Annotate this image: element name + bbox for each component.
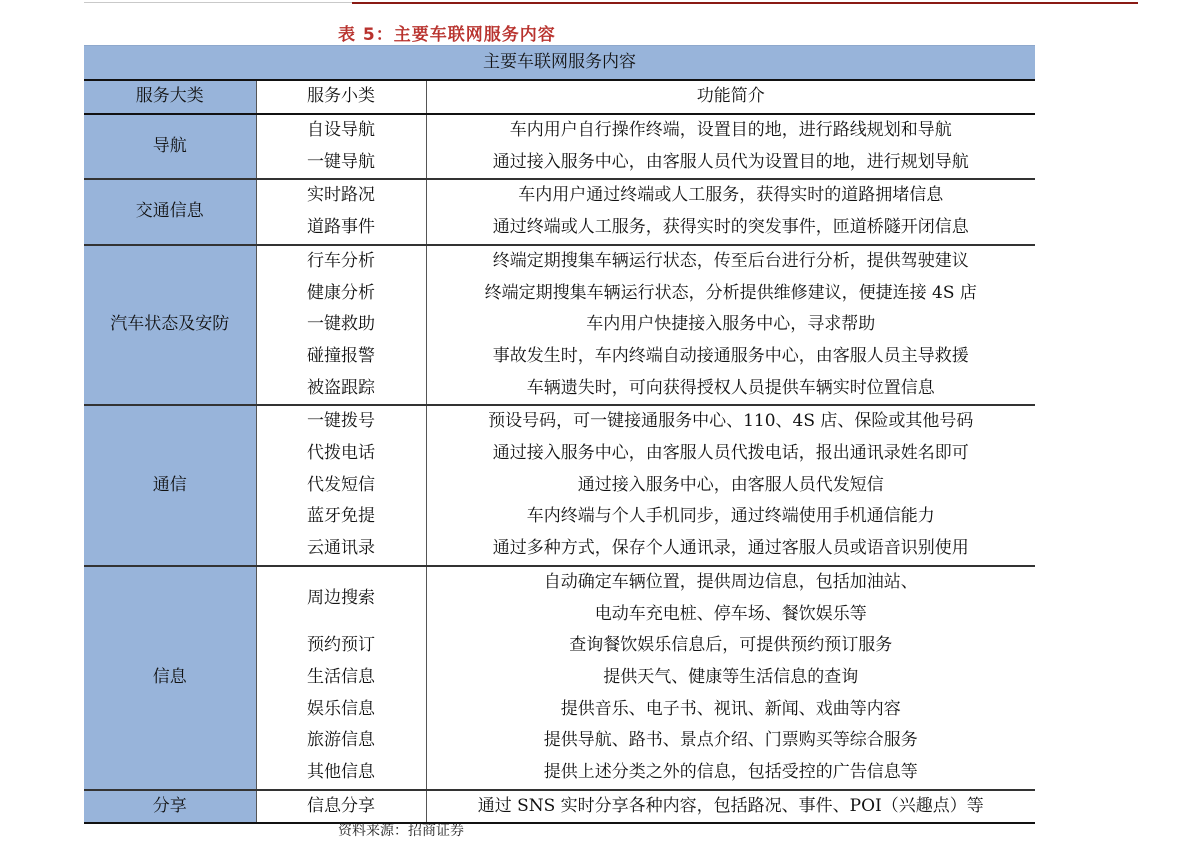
description-cell: 车内用户快捷接入服务中心，寻求帮助 bbox=[586, 314, 876, 335]
category-cell: 导航 bbox=[84, 114, 256, 179]
table-header-row bbox=[84, 80, 1035, 114]
description-cell: 事故发生时，车内终端自动接通服务中心，由客服人员主导救援 bbox=[492, 345, 969, 366]
description-cell: 查询餐饮娱乐信息后，可提供预约预订服务 bbox=[569, 635, 893, 656]
description-cell: 通过终端或人工服务，获得实时的突发事件，匝道桥隧开闭信息 bbox=[492, 217, 969, 238]
category-cell: 信息 bbox=[84, 566, 256, 790]
service-table bbox=[84, 45, 1035, 824]
subcategory-cell: 生活信息 bbox=[256, 662, 426, 694]
description-cell: 预设号码，可一键接通服务中心、110、4S 店、保险或其他号码 bbox=[426, 405, 1035, 438]
description-cell: 通过 SNS 实时分享各种内容，包括路况、事件、POI（兴趣点）等 bbox=[426, 790, 1035, 824]
table-banner-row bbox=[84, 46, 1035, 81]
header-description: 功能简介 bbox=[426, 80, 1035, 114]
table-row bbox=[84, 566, 1035, 599]
header-subcategory: 服务小类 bbox=[256, 80, 426, 114]
description-cell: 通过接入服务中心，由客服人员代发短信 bbox=[577, 474, 884, 495]
table-row bbox=[84, 245, 1035, 278]
subcategory-cell: 碰撞报警 bbox=[256, 341, 426, 373]
subcategory-cell: 道路事件 bbox=[256, 212, 426, 245]
subcategory-cell: 蓝牙免提 bbox=[256, 501, 426, 533]
source-note: 资料来源：招商证券 bbox=[338, 823, 464, 839]
description-cell: 车辆遗失时，可向获得授权人员提供车辆实时位置信息 bbox=[526, 377, 935, 398]
description-cell: 提供天气、健康等生活信息的查询 bbox=[603, 666, 859, 687]
description-cell: 提供上述分类之外的信息，包括受控的广告信息等 bbox=[543, 762, 918, 783]
description-cell: 自动确定车辆位置，提供周边信息，包括加油站、 bbox=[426, 566, 1035, 599]
table-row bbox=[84, 405, 1035, 438]
description-cell: 提供导航、路书、景点介绍、门票购买等综合服务 bbox=[543, 730, 918, 751]
description-cell: 通过接入服务中心，由客服人员代为设置目的地，进行规划导航 bbox=[492, 151, 969, 172]
description-cell: 车内用户通过终端或人工服务，获得实时的道路拥堵信息 bbox=[426, 179, 1035, 212]
category-cell: 分享 bbox=[84, 790, 256, 824]
subcategory-cell: 一键拨号 bbox=[256, 405, 426, 438]
description-cell: 车内用户自行操作终端，设置目的地，进行路线规划和导航 bbox=[426, 114, 1035, 147]
table-row bbox=[84, 114, 1035, 147]
top-rule-accent bbox=[352, 2, 1138, 4]
table-row bbox=[84, 790, 1035, 824]
subcategory-cell: 行车分析 bbox=[256, 245, 426, 278]
description-cell: 电动车充电桩、停车场、餐饮娱乐等 bbox=[594, 603, 867, 624]
subcategory-cell: 实时路况 bbox=[256, 179, 426, 212]
description-cell: 终端定期搜集车辆运行状态，分析提供维修建议，便捷连接 4S 店 bbox=[484, 282, 977, 303]
subcategory-cell: 一键导航 bbox=[256, 147, 426, 180]
description-cell: 车内终端与个人手机同步，通过终端使用手机通信能力 bbox=[526, 506, 935, 527]
category-cell: 汽车状态及安防 bbox=[84, 245, 256, 406]
subcategory-cell: 信息分享 bbox=[256, 790, 426, 824]
subcategory-cell: 周边搜索 bbox=[256, 566, 426, 630]
description-cell: 终端定期搜集车辆运行状态，传至后台进行分析，提供驾驶建议 bbox=[426, 245, 1035, 278]
subcategory-cell: 自设导航 bbox=[256, 114, 426, 147]
table-title: 主要车联网服务内容 bbox=[84, 46, 1035, 81]
subcategory-cell: 一键救助 bbox=[256, 309, 426, 341]
subcategory-cell: 被盗跟踪 bbox=[256, 373, 426, 406]
subcategory-cell: 其他信息 bbox=[256, 757, 426, 790]
header-category: 服务大类 bbox=[84, 80, 256, 114]
subcategory-cell: 代发短信 bbox=[256, 470, 426, 502]
table-row bbox=[84, 179, 1035, 212]
subcategory-cell: 云通讯录 bbox=[256, 533, 426, 566]
table-caption: 表 5：主要车联网服务内容 bbox=[338, 25, 556, 45]
subcategory-cell: 预约预订 bbox=[256, 630, 426, 662]
description-cell: 提供音乐、电子书、视讯、新闻、戏曲等内容 bbox=[560, 698, 901, 719]
subcategory-cell: 旅游信息 bbox=[256, 725, 426, 757]
category-cell: 交通信息 bbox=[84, 179, 256, 244]
subcategory-cell: 娱乐信息 bbox=[256, 694, 426, 726]
description-cell: 通过多种方式，保存个人通讯录，通过客服人员或语音识别使用 bbox=[492, 538, 969, 559]
description-cell: 通过接入服务中心，由客服人员代拨电话，报出通讯录姓名即可 bbox=[492, 443, 969, 464]
category-cell: 通信 bbox=[84, 405, 256, 566]
subcategory-cell: 代拨电话 bbox=[256, 438, 426, 470]
table-body bbox=[84, 114, 1035, 823]
subcategory-cell: 健康分析 bbox=[256, 278, 426, 310]
